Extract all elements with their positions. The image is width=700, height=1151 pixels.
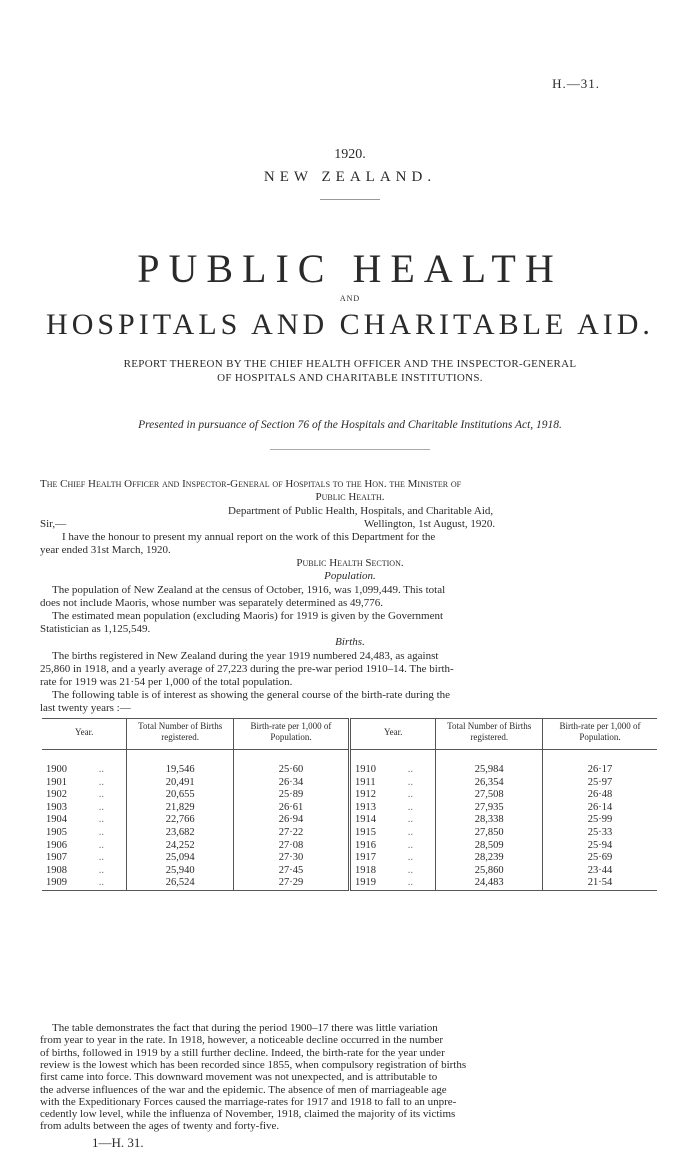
- cell-dots: ..: [407, 852, 414, 864]
- cell-rate: 26·48: [542, 789, 657, 802]
- closing-text: from year to year in the rate. In 1918, however, a noticeable decline occurred in the number: [40, 1034, 444, 1047]
- population-text: does not include Maoris, whose number was separately determined as 49,776.: [40, 597, 384, 609]
- cell-dots: ..: [98, 852, 104, 864]
- intro-line: year ended 31st March, 1920.: [40, 544, 171, 556]
- cell-rate: 25·33: [542, 827, 657, 840]
- closing-text: of births, followed in 1919 by a still further decline. Indeed, the birth-rate for the year under: [40, 1046, 445, 1059]
- cell-dots: ..: [98, 789, 104, 801]
- cell-total: 20,655: [127, 789, 234, 802]
- col-header-rate: Birth-rate per 1,000 of Population.: [233, 719, 349, 750]
- cell-year: 1916: [349, 840, 403, 853]
- cell-dots: ..: [407, 776, 414, 788]
- cell-total: 24,252: [127, 840, 234, 853]
- table-row: [42, 852, 657, 865]
- cell-dots: ..: [98, 839, 104, 851]
- cell-dots: ..: [407, 764, 414, 775]
- col-header-year: Year.: [42, 719, 127, 750]
- subtitle-line: REPORT THEREON BY THE CHIEF HEALTH OFFICER AND THE INSPECTOR-GENERAL: [123, 358, 577, 370]
- births-text: 25,860 in 1918, and a yearly average of 27,223 during the pre-war period 1910–14. The birth-: [40, 663, 454, 675]
- cell-year: 1918: [349, 865, 403, 878]
- closing-text: The table demonstrates the fact that during the period 1900–17 there was little variation: [52, 1022, 438, 1034]
- title-hospitals: HOSPITALS AND CHARITABLE AID.: [46, 308, 654, 341]
- closing-text: with the Expeditionary Forces caused the marriage-rates for 1917 and 1918 to fall to an unpre-: [40, 1095, 457, 1108]
- cell-year: 1917: [349, 852, 403, 865]
- table-row: [42, 877, 657, 890]
- cell-dots: ..: [407, 801, 414, 813]
- country-heading: NEW ZEALAND.: [263, 169, 437, 185]
- cell-total: 27,850: [436, 827, 543, 840]
- table-row: [42, 865, 657, 878]
- cell-rate: 26·94: [233, 814, 349, 827]
- cell-total: 26,354: [436, 777, 543, 790]
- cell-dots: ..: [407, 826, 414, 838]
- intro-line: I have the honour to present my annual report on the work of this Department for the: [62, 531, 436, 543]
- place-date: Wellington, 1st August, 1920.: [364, 518, 496, 530]
- table-row: [42, 802, 657, 815]
- cell-total: 21,829: [127, 802, 234, 815]
- closing-text: from adults between the ages of twenty and forty-five.: [40, 1120, 280, 1133]
- cell-rate: 25·69: [542, 852, 657, 865]
- cell-year: 1912: [349, 789, 403, 802]
- table-row: [42, 840, 657, 853]
- addressee-line: The Chief Health Officer and Inspector-General of Hospitals to the Hon. the Minister of: [40, 478, 462, 490]
- cell-total: 25,940: [127, 865, 234, 878]
- cell-year: 1910: [349, 750, 403, 777]
- cell-total: 23,682: [127, 827, 234, 840]
- table-row: [42, 827, 657, 840]
- cell-year: 1902: [46, 789, 67, 801]
- closing-text: cedently low level, while the influenza of November, 1918, claimed the majority of its victims: [40, 1108, 456, 1121]
- cell-dots: ..: [98, 764, 104, 775]
- births-text: The following table is of interest as showing the general course of the birth-rate during the: [52, 689, 451, 701]
- cell-year: 1909: [42, 877, 95, 890]
- births-text: The births registered in New Zealand during the year 1919 numbered 24,483, as against: [52, 650, 439, 662]
- cell-dots: ..: [95, 877, 127, 890]
- cell-year: 1908: [46, 864, 67, 876]
- col-header-year: Year.: [349, 719, 435, 750]
- presented-note: Presented in pursuance of Section 76 of the Hospitals and Charitable Institutions Act, 1918.: [138, 419, 562, 431]
- cell-year: 1901: [46, 776, 67, 788]
- cell-year: 1914: [349, 814, 403, 827]
- births-table: [42, 718, 657, 891]
- table-row: [42, 777, 657, 790]
- cell-year: 1903: [46, 801, 67, 813]
- cell-rate: 27·45: [233, 865, 349, 878]
- population-text: Statistician as 1,125,549.: [40, 623, 151, 635]
- cell-rate: 25·94: [542, 840, 657, 853]
- table-row: [42, 750, 657, 777]
- cell-dots: ..: [98, 801, 104, 813]
- cell-dots: ..: [407, 864, 414, 876]
- cell-year: 1911: [349, 777, 403, 790]
- cell-total: 27,935: [436, 802, 543, 815]
- cell-dots: ..: [407, 839, 414, 851]
- cell-rate: 25·60: [233, 750, 349, 777]
- table-header-row: [42, 719, 657, 750]
- page-reference: H.—31.: [552, 76, 600, 91]
- cell-rate: 26·34: [233, 777, 349, 790]
- report-subtitle: [0, 357, 700, 385]
- cell-total: 25,094: [127, 852, 234, 865]
- cell-total: 28,338: [436, 814, 543, 827]
- cell-total: 19,546: [127, 750, 234, 777]
- title-rule: [270, 449, 430, 450]
- col-header-total: Total Number of Births registered.: [436, 719, 543, 750]
- cell-total: 25,860: [436, 865, 543, 878]
- population-text: The population of New Zealand at the census of October, 1916, was 1,099,449. This total: [52, 584, 446, 596]
- cell-dots: ..: [98, 814, 104, 826]
- cell-total: 20,491: [127, 777, 234, 790]
- cell-total: 27,508: [436, 789, 543, 802]
- cell-total: 24,483: [436, 877, 543, 890]
- col-header-rate: Birth-rate per 1,000 of Population.: [542, 719, 657, 750]
- col-header-total: Total Number of Births registered.: [127, 719, 234, 750]
- cell-total: 28,239: [436, 852, 543, 865]
- subtitle-line: OF HOSPITALS AND CHARITABLE INSTITUTIONS.: [217, 372, 483, 384]
- cell-rate: 26·17: [542, 750, 657, 777]
- title-and: AND: [339, 294, 361, 303]
- population-text: The estimated mean population (excluding Maoris) for 1919 is given by the Government: [52, 610, 444, 622]
- births-text: rate for 1919 was 21·54 per 1,000 of the total population.: [40, 676, 293, 688]
- short-rule: [320, 199, 380, 200]
- table-row: [42, 789, 657, 802]
- department-line: Department of Public Health, Hospitals, and Charitable Aid,: [228, 505, 494, 517]
- title-public-health: PUBLIC HEALTH: [137, 246, 563, 291]
- cell-dots: ..: [98, 776, 104, 788]
- cell-year: 1919: [349, 877, 403, 890]
- cell-rate: 27·29: [233, 877, 349, 890]
- cell-year: 1905: [46, 826, 67, 838]
- cell-rate: 27·30: [233, 852, 349, 865]
- cell-dots: ..: [407, 814, 414, 826]
- cell-rate: 25·99: [542, 814, 657, 827]
- cell-year: 1907: [46, 852, 67, 864]
- cell-year: 1900: [46, 764, 67, 775]
- births-text: last twenty years :—: [40, 702, 131, 714]
- cell-rate: 21·54: [542, 877, 657, 890]
- population-heading: Population.: [324, 570, 376, 582]
- table-row: [42, 814, 657, 827]
- cell-rate: 26·14: [542, 802, 657, 815]
- cell-year: 1913: [349, 802, 403, 815]
- cell-total: 28,509: [436, 840, 543, 853]
- closing-text: first came into force. This downward movement was not unexpected, and is attributable to: [40, 1071, 438, 1084]
- cell-total: 22,766: [127, 814, 234, 827]
- cell-rate: 25·89: [233, 789, 349, 802]
- cell-rate: 25·97: [542, 777, 657, 790]
- report-year: 1920.: [334, 147, 366, 162]
- cell-year: 1904: [46, 814, 67, 826]
- cell-dots: ..: [404, 877, 436, 890]
- salutation: Sir,—: [40, 518, 67, 530]
- cell-rate: 23·44: [542, 865, 657, 878]
- cell-total: 25,984: [436, 750, 543, 777]
- cell-year: 1906: [46, 839, 67, 851]
- closing-text: the adverse influences of the war and the epidemic. The absence of men of marriageable age: [40, 1083, 447, 1096]
- footer-signature: 1—H. 31.: [92, 1134, 144, 1150]
- cell-dots: ..: [98, 864, 104, 876]
- cell-year: 1915: [349, 827, 403, 840]
- cell-rate: 26·61: [233, 802, 349, 815]
- cell-rate: 27·22: [233, 827, 349, 840]
- section-heading: Public Health Section.: [296, 557, 404, 569]
- addressee-line-2: Public Health.: [315, 491, 385, 503]
- cell-rate: 27·08: [233, 840, 349, 853]
- closing-text: review is the lowest which has been recorded since 1855, when compulsory registration of births: [40, 1058, 467, 1071]
- births-heading: Births.: [335, 636, 365, 648]
- cell-total: 26,524: [127, 877, 234, 890]
- cell-dots: ..: [98, 826, 104, 838]
- cell-dots: ..: [407, 789, 414, 801]
